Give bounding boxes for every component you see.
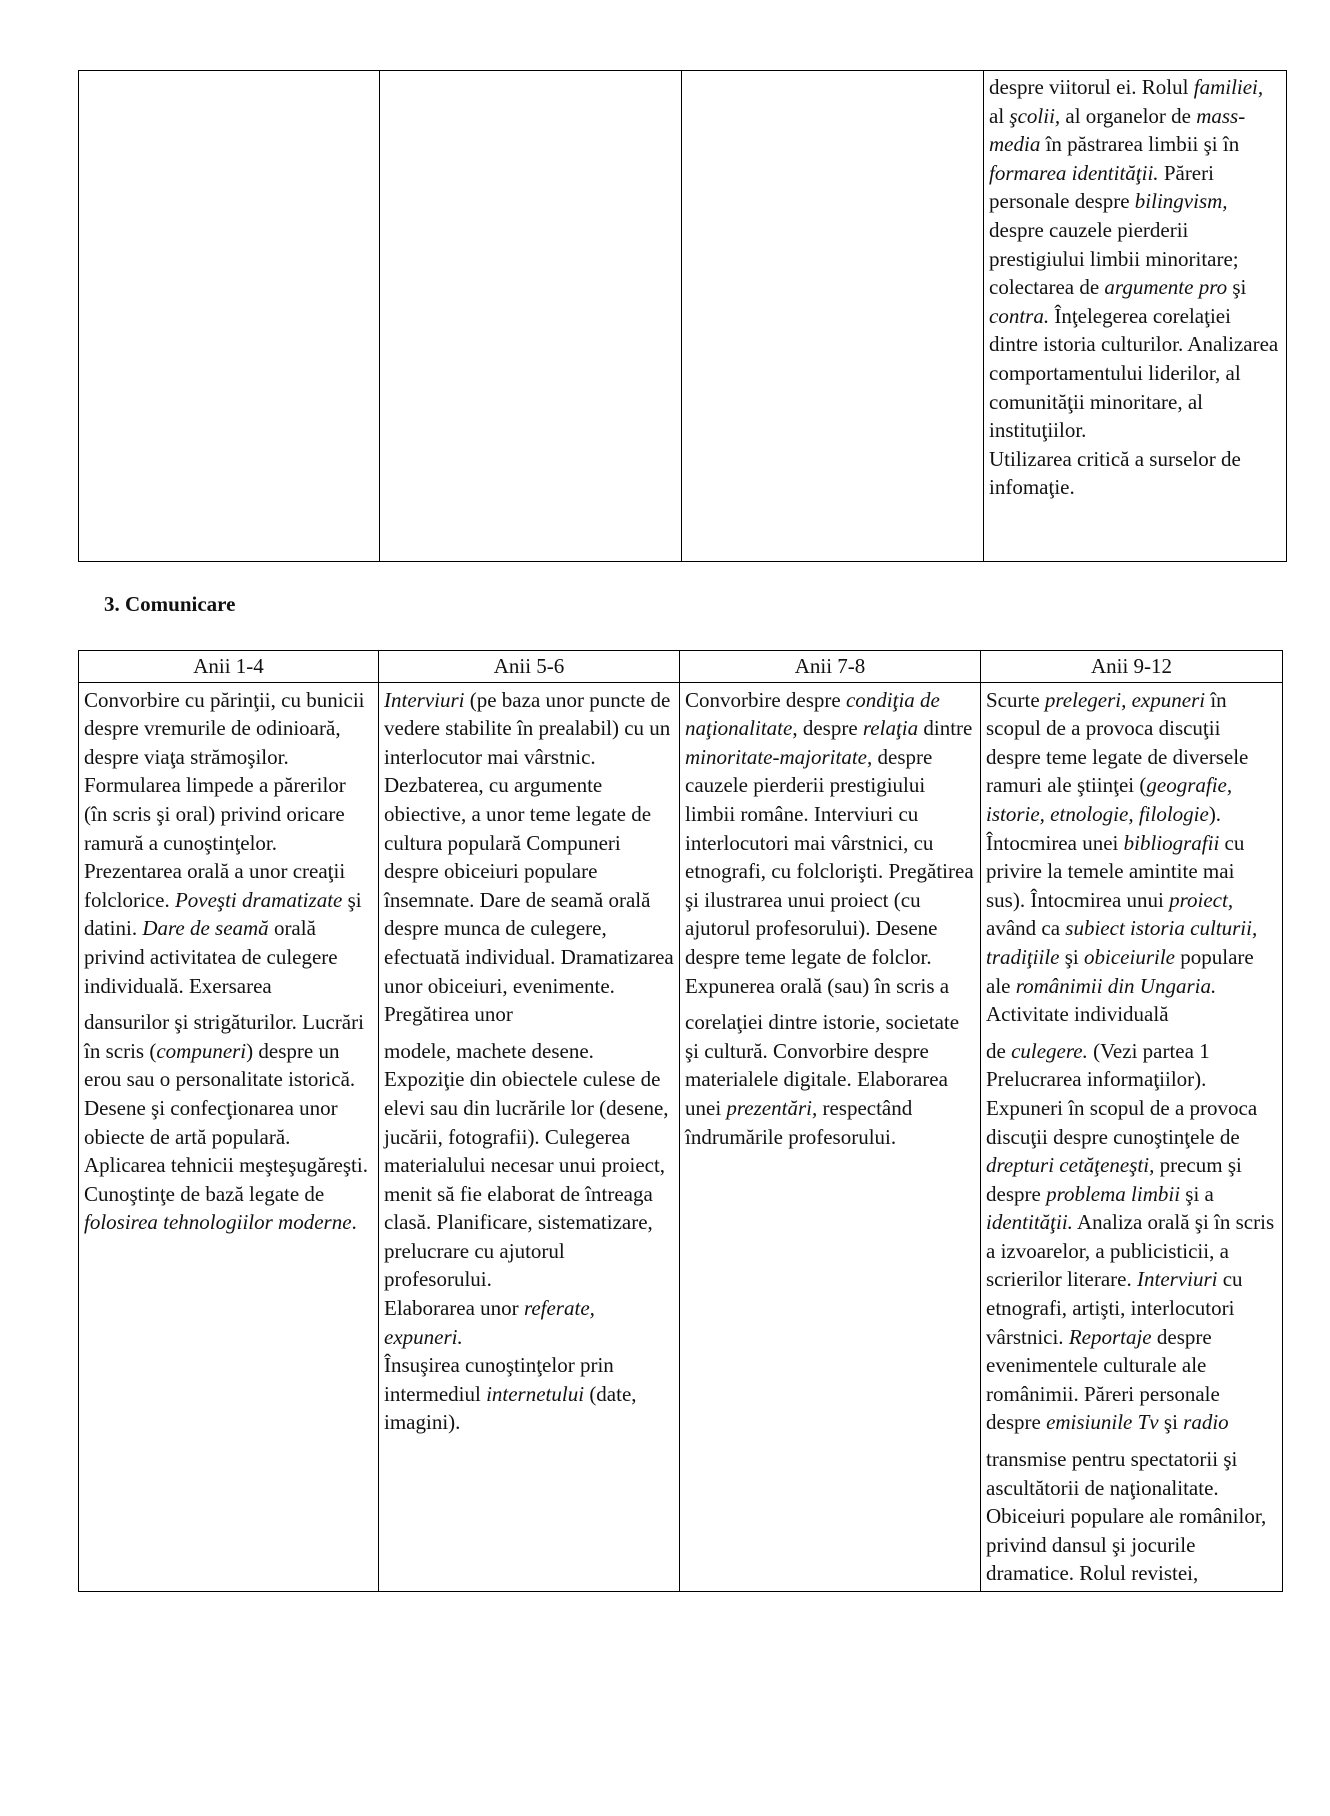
italic-run: Dare de seamă — [142, 916, 269, 941]
italic-run: emisiunile Tv — [1046, 1410, 1159, 1435]
italic-run: argumente pro — [1104, 275, 1228, 300]
italic-run: obiceiurile — [1084, 944, 1175, 969]
italic-run: condiţia de naţionalitate — [685, 687, 940, 741]
text-run: (date, imagini). — [384, 1381, 637, 1435]
text-run: al — [989, 103, 1010, 128]
table-cell-empty — [79, 71, 380, 562]
cell-text-segment — [685, 1008, 976, 1151]
italic-run: bilingvism, — [1134, 189, 1228, 214]
communication-table — [78, 650, 1283, 1592]
italic-run: românimii din Ungaria. — [1015, 973, 1217, 998]
text-run: cu etnografi, artişti, interlocutori vârstnici. — [986, 1267, 1243, 1349]
text-run: Convorbire despre — [685, 687, 846, 712]
section-heading: 3. Comunicare — [104, 592, 236, 616]
cell-text-segment — [84, 1008, 374, 1237]
table-cell-text — [79, 682, 379, 1591]
table-cell-text — [981, 682, 1283, 1591]
italic-run: referate, expuneri. — [384, 1296, 595, 1349]
text-run: al organelor de — [1060, 103, 1197, 128]
italic-run: compuneri — [156, 1038, 247, 1063]
italic-run: Reportaje — [1068, 1324, 1152, 1349]
text-run: precum şi despre — [986, 1153, 1242, 1206]
column-header: Anii 7-8 — [680, 651, 981, 683]
table-cell-text — [984, 71, 1287, 562]
cell-text-segment — [986, 1445, 1278, 1588]
italic-run: geografie, istorie, etnologie, filologie — [986, 773, 1233, 826]
table-cell-empty — [380, 71, 682, 562]
italic-run: mass-media — [989, 103, 1246, 157]
text-run: şi — [1158, 1410, 1184, 1435]
column-header: Anii 5-6 — [379, 651, 680, 683]
table-cell-empty — [682, 71, 984, 562]
text-run: şi — [1059, 944, 1085, 969]
text-run: şi — [1227, 275, 1247, 300]
continued-table — [78, 70, 1287, 562]
italic-run: Interviuri — [384, 687, 465, 712]
text-run: (Vezi partea 1 Prelucrarea informaţiilor). Expuneri în scopul de a provoca discuţii despre cunoştinţele de — [986, 1038, 1258, 1149]
text-run: corelaţiei dintre istorie, societate şi cultură. Convorbire despre materialele digitale. Elaborarea unei — [685, 1010, 960, 1120]
italic-run: şcolii, — [1009, 103, 1061, 128]
italic-run: problema limbii — [1046, 1181, 1181, 1206]
italic-run: folosirea tehnologiilor moderne — [84, 1210, 352, 1235]
text-run: de — [986, 1038, 1012, 1063]
text-run: Convorbire cu părinţii, cu bunicii despre vremurile de odinioară, despre viaţa strămoşilor. Formularea limpede a părerilor (în scris şi oral) privind oricare ramură a cunoştinţelor. Prezentarea orală a unor creaţii folclorice. — [84, 687, 365, 912]
italic-run: familiei, — [1193, 75, 1264, 99]
cell-text-segment — [384, 1037, 675, 1437]
italic-run: subiect istoria culturii, tradiţiile — [986, 916, 1258, 969]
cell-text-segment — [989, 73, 1282, 502]
text-run: despre cauzele pierderii prestigiului limbii minoritare; colectarea de — [989, 217, 1239, 300]
italic-run: internetului — [486, 1381, 585, 1406]
text-run: despre viitorul ei. Rolul — [989, 75, 1194, 99]
text-run: Scurte — [986, 687, 1045, 712]
text-run: având ca — [986, 916, 1066, 941]
italic-run: proiect, — [1169, 887, 1234, 912]
italic-run: culegere. — [1011, 1038, 1088, 1063]
italic-run: minoritate-majoritate, — [685, 744, 873, 769]
text-run: şi a — [1180, 1181, 1214, 1206]
text-run: populare ale — [986, 944, 1254, 998]
italic-run: contra. — [989, 303, 1050, 328]
text-run: Analiza orală şi în scris a izvoarelor, a publicisticii, a scrierilor literare. — [986, 1210, 1275, 1292]
text-run: Utilizarea critică a surselor de infomaţie. — [989, 446, 1241, 500]
text-run: şi datini. — [84, 887, 362, 941]
italic-run: prezentări, — [726, 1095, 818, 1120]
italic-run: Poveşti dramatizate — [174, 887, 343, 912]
text-run: Însuşirea cunoştinţelor prin intermediul — [384, 1353, 614, 1406]
cell-text-segment — [986, 1037, 1278, 1437]
text-run: ). Întocmirea unei — [986, 801, 1222, 855]
text-run: dansurilor şi strigăturilor. Lucrări în scris ( — [84, 1010, 364, 1063]
text-run: în păstrarea limbii şi în — [1040, 132, 1240, 157]
text-run: despre evenimentele culturale ale românimii. Păreri personale despre — [986, 1324, 1220, 1435]
italic-run: bibliografii — [1123, 830, 1220, 855]
table-header-row — [79, 651, 1283, 683]
table-cell-text — [379, 682, 680, 1591]
text-run: ) despre un erou sau o personalitate istorică. Desene şi confecţionarea unor obiecte de artă populară. Aplicarea tehnicii meşteşugăreşti. — [84, 1038, 368, 1178]
text-run: dintre — [918, 716, 973, 741]
italic-run: prelegeri, expuneri — [1044, 687, 1206, 712]
text-run: despre cauzele pierderii prestigiului limbii române. Interviuri cu interlocutori mai vârstnici, cu etnografi, cu folclorişti. Pregătirea şi ilustrarea unui proiect (cu ajutorul profesorului). Desene despre teme legate de folclor. Expunerea orală (sau) în scris a — [685, 744, 974, 998]
text-run: orală privind activitatea de culegere individuală. Exersarea — [84, 916, 338, 998]
column-header: Anii 9-12 — [981, 651, 1283, 683]
italic-run: Interviuri — [1137, 1267, 1218, 1292]
italic-run: radio — [1183, 1410, 1229, 1435]
text-run: Înţelegerea corelaţiei dintre istoria culturilor. Analizarea comportamentului liderilor, al comunităţii minoritare, al instituţiilor. — [989, 303, 1279, 443]
italic-run: relaţia — [862, 716, 919, 741]
text-run: , despre — [792, 716, 863, 741]
table-cell-text — [680, 682, 981, 1591]
text-run: modele, machete desene. Expoziţie din obiectele culese de elevi sau din lucrările lor (desene, jucării, fotografii). Culegerea materialului necesar unui proiect, menit să fie elaborat de întreaga clasă. Planificare, sistematizare, prelucrare cu ajutorul profesorului. — [384, 1038, 669, 1292]
cell-text-segment — [84, 686, 374, 1001]
text-run: transmise pentru spectatorii şi ascultătorii de naţionalitate. Obiceiuri populare ale românilor, privind dansul şi jocurile dramatice. Rolul revistei, — [986, 1447, 1267, 1586]
cell-text-segment — [685, 686, 976, 1001]
italic-run: identităţii. — [986, 1210, 1073, 1235]
table-row — [79, 682, 1283, 1591]
column-header: Anii 1-4 — [79, 651, 379, 683]
text-run: Elaborarea unor — [384, 1296, 524, 1321]
italic-run: formarea identităţii. — [989, 160, 1159, 185]
text-run: . — [351, 1210, 357, 1235]
text-run: respectând îndrumările profesorului. — [685, 1095, 913, 1149]
text-run: (pe baza unor puncte de vedere stabilite în prealabil) cu un interlocutor mai vârstnic. Dezbaterea, cu argumente obiective, a unor teme legate de cultura populară Compuneri despre obiceiuri populare însemnate. Dare de seamă orală despre munca de culegere, efectuată individual. Dramatizarea unor obiceiuri, evenimente. Pregătirea unor — [384, 687, 674, 1027]
text-run: cu privire la temele amintite mai sus). Întocmirea unui — [986, 830, 1245, 912]
text-run: Cunoştinţe de bază legate de — [84, 1181, 325, 1206]
text-run: Activitate individuală — [986, 1002, 1169, 1027]
text-run: în scopul de a provoca discuţii despre teme legate de diversele ramuri ale ştiinţei ( — [986, 687, 1249, 798]
cell-text-segment — [986, 686, 1278, 1029]
table-row — [79, 71, 1287, 562]
text-run: Păreri personale despre — [989, 160, 1214, 214]
italic-run: drepturi cetăţeneşti, — [986, 1153, 1155, 1178]
cell-text-segment — [384, 686, 675, 1029]
